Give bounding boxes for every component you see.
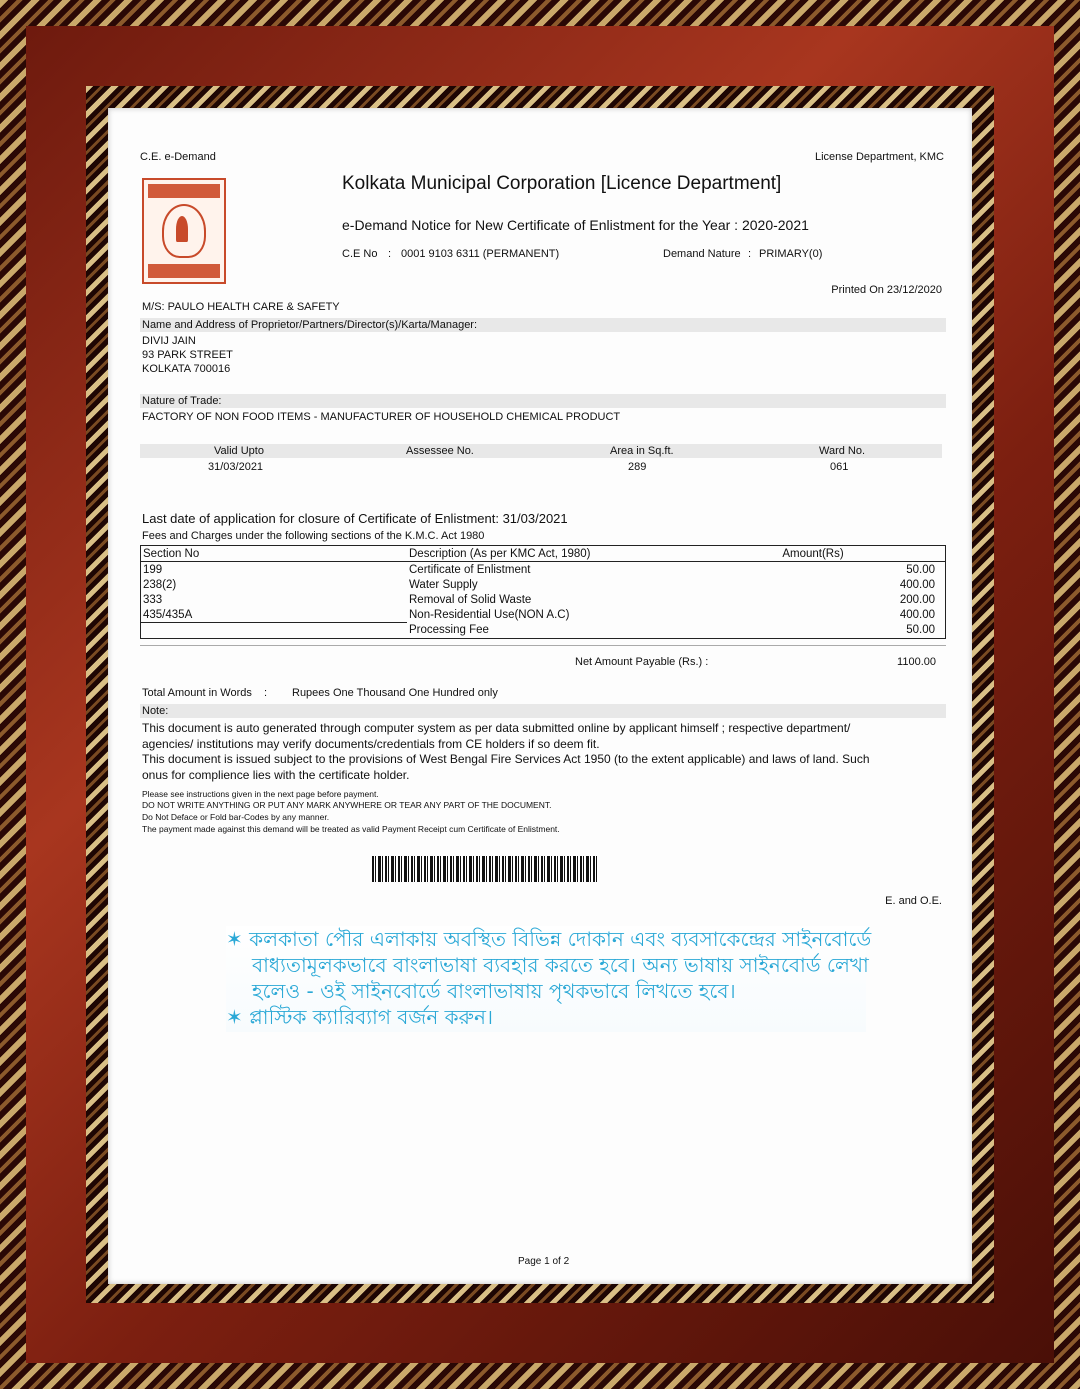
instruction-4: The payment made against this demand will be treated as valid Payment Receipt cum Certificate of Enlistment.: [142, 824, 560, 834]
demand-nature-value: PRIMARY(0): [759, 248, 823, 260]
demand-nature-label: Demand Nature: [663, 248, 741, 260]
kmc-logo: [142, 178, 226, 284]
bengali-notice: [226, 926, 872, 1032]
amount-cell: 200.00: [899, 593, 935, 606]
note-line-3: This document is issued subject to the provisions of West Bengal Fire Services Act 1950 (to the extent applicable) and laws of land. Such: [142, 752, 870, 766]
bengali-line-4: ✶ প্লাস্টিক ক্যারিব্যাগ বর্জন করুন।: [226, 1005, 494, 1029]
table-row: [141, 607, 946, 623]
section-cell: [141, 623, 408, 639]
description-cell: Non-Residential Use(NON A.C): [409, 608, 570, 621]
section-cell: 238(2): [143, 578, 177, 591]
amount-cell: 50.00: [906, 624, 935, 637]
amount-cell: 400.00: [899, 578, 935, 591]
section-cell: 199: [143, 563, 163, 576]
eoe-label: E. and O.E.: [885, 895, 942, 907]
description-cell: Certificate of Enlistment: [409, 563, 531, 576]
bengali-line-2: বাধ্যতামূলকভাবে বাংলাভাষা ব্যবহার করতে হবে। অন্য ভাষায় সাইনবোর্ড লেখা: [252, 953, 869, 977]
address-street: 93 PARK STREET: [142, 349, 233, 361]
description-cell: Removal of Solid Waste: [409, 593, 532, 606]
section-cell: 435/435A: [141, 607, 408, 623]
net-amount-label: Net Amount Payable (Rs.) :: [575, 656, 709, 668]
page-number: Page 1 of 2: [518, 1256, 570, 1267]
page-subtitle: e-Demand Notice for New Certificate of Enlistment for the Year : 2020-2021: [342, 217, 809, 233]
table-row: [141, 592, 946, 607]
area-value: 289: [628, 461, 647, 473]
ward-label: Ward No.: [819, 445, 866, 457]
fees-caption: Fees and Charges under the following sections of the K.M.C. Act 1980: [142, 530, 485, 542]
col-amount: Amount(Rs): [681, 546, 946, 562]
amount-words-sep: :: [264, 687, 268, 699]
logo-top-band: [148, 184, 220, 198]
fees-header-row: [141, 546, 946, 562]
note-line-4: onus for complience lies with the certificate holder.: [142, 768, 410, 782]
trade-label: Nature of Trade:: [140, 394, 946, 408]
logo-bottom-band: [148, 264, 220, 278]
instruction-3: Do Not Deface or Fold bar-Codes by any manner.: [142, 812, 330, 822]
dept-label: License Department, KMC: [815, 151, 944, 163]
fees-table: [140, 545, 946, 639]
firm-name: M/S: PAULO HEALTH CARE & SAFETY: [142, 301, 340, 313]
description-cell: Water Supply: [409, 578, 478, 591]
bengali-line-3: হলেও - ওই সাইনবোর্ডে বাংলাভাষায় পৃথকভাবে লিখতে হবে।: [252, 979, 736, 1003]
divider: [140, 645, 946, 646]
instruction-1: Please see instructions given in the next page before payment.: [142, 789, 379, 799]
valid-upto-label: Valid Upto: [214, 445, 264, 457]
assessee-label: Assessee No.: [406, 445, 474, 457]
net-amount-value: 1100.00: [897, 656, 936, 668]
document-page: [108, 108, 972, 1284]
printed-on: Printed On 23/12/2020: [831, 284, 942, 296]
trade-value: FACTORY OF NON FOOD ITEMS - MANUFACTURER OF HOUSEHOLD CHEMICAL PRODUCT: [142, 411, 621, 423]
amount-words-value: Rupees One Thousand One Hundred only: [292, 687, 498, 699]
amount-cell: 50.00: [906, 563, 935, 576]
ce-no-value: 0001 9103 6311 (PERMANENT): [401, 248, 560, 260]
note-line-2: agencies/ institutions may verify documents/credentials from CE holders if so deem fit.: [142, 737, 600, 751]
address-label: Name and Address of Proprietor/Partners/Director(s)/Karta/Manager:: [140, 318, 946, 332]
ce-no-sep: :: [388, 248, 392, 260]
note-label: Note:: [140, 704, 946, 718]
amount-words-label: Total Amount in Words: [142, 687, 252, 699]
instruction-2: DO NOT WRITE ANYTHING OR PUT ANY MARK ANYWHERE OR TEAR ANY PART OF THE DOCUMENT.: [142, 800, 552, 810]
col-description: Description (As per KMC Act, 1980): [407, 546, 681, 562]
closure-date: Last date of application for closure of Certificate of Enlistment: 31/03/2021: [142, 511, 568, 526]
amount-cell: 400.00: [899, 608, 935, 621]
table-row: [141, 577, 946, 592]
flame-emblem-icon: [162, 204, 206, 258]
description-cell: Processing Fee: [409, 624, 489, 637]
bengali-line-1: ✶ কলকাতা পৌর এলাকায় অবস্থিত বিভিন্ন দোকান এবং ব্যবসাকেন্দ্রের সাইনবোর্ডে: [226, 927, 872, 951]
proprietor-name: DIVIJ JAIN: [142, 335, 196, 347]
ward-value: 061: [830, 461, 849, 473]
area-label: Area in Sq.ft.: [610, 445, 674, 457]
note-line-1: This document is auto generated through computer system as per data submitted online by applicant himself ; respective department/: [142, 721, 851, 735]
page-title: Kolkata Municipal Corporation [Licence Department]: [342, 173, 782, 194]
col-section: Section No: [141, 546, 408, 562]
table-row: [141, 623, 946, 639]
barcode: [372, 856, 598, 882]
doc-type-label: C.E. e-Demand: [140, 151, 216, 163]
table-row: [141, 562, 946, 578]
ce-no-label: C.E No: [342, 248, 378, 260]
section-cell: 333: [143, 593, 163, 606]
address-city: KOLKATA 700016: [142, 363, 231, 375]
valid-upto-value: 31/03/2021: [208, 461, 264, 473]
demand-nature-sep: :: [748, 248, 752, 260]
